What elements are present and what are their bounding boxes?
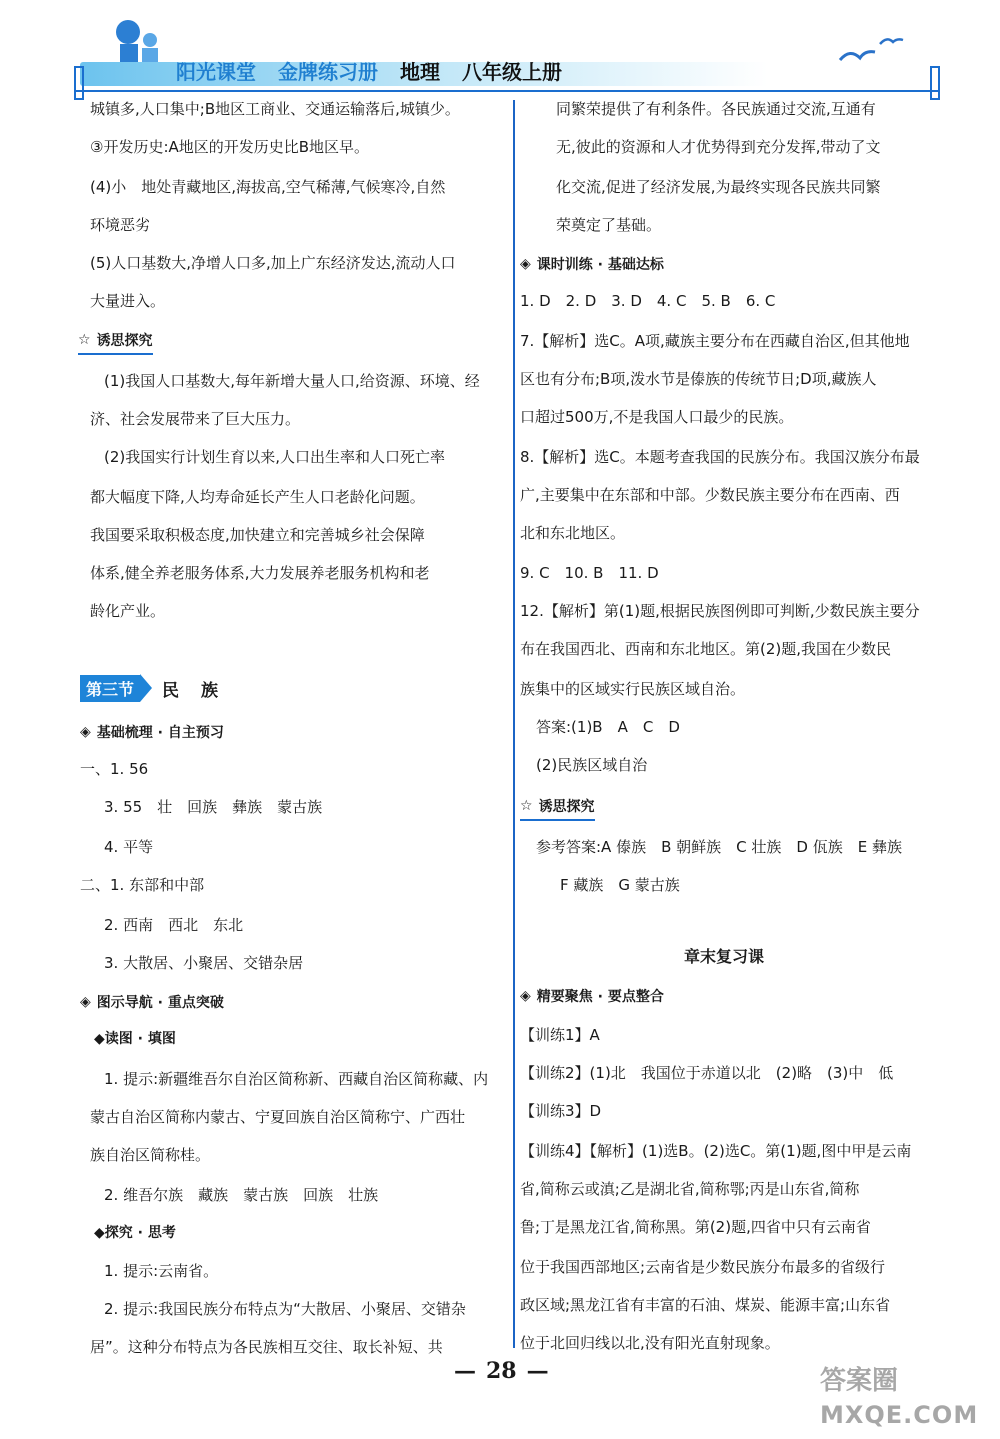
section-heading-explore-right: ☆ 诱思探究 [520, 796, 595, 816]
text-line: 答案:(1)B A C D [536, 718, 680, 736]
section-name: 民族 [162, 680, 241, 701]
text-line: 城镇多,人口集中;B地区工商业、交通运输落后,城镇少。 [90, 100, 460, 118]
text-line: 1. D 2. D 3. D 4. C 5. B 6. C [520, 292, 776, 310]
text-line: 1. 提示:新疆维吾尔自治区简称新、西藏自治区简称藏、内 [104, 1070, 489, 1088]
page-header [0, 0, 1000, 100]
text-line: 大量进入。 [90, 292, 166, 310]
text-line: 2. 西南 西北 东北 [104, 916, 244, 934]
star-icon: ☆ [520, 798, 533, 814]
text-line: 居”。这种分布特点为各民族相互交往、取长补短、共 [90, 1338, 443, 1356]
series-name: 金牌练习册 [278, 59, 378, 84]
header-rule [74, 90, 940, 92]
brand-name: 阳光课堂 [176, 59, 256, 84]
text-line: 二、1. 东部和中部 [80, 876, 205, 894]
text-line: 9. C 10. B 11. D [520, 564, 659, 582]
section-heading-basic: ◈ 基础梳理 · 自主预习 [80, 724, 224, 741]
text-line: 广,主要集中在东部和中部。少数民族主要分布在西南、西 [520, 486, 900, 504]
text-line: 3. 55 壮 回族 彝族 蒙古族 [104, 798, 323, 816]
text-line: 化交流,促进了经济发展,为最终实现各民族共同繁 [556, 178, 881, 196]
watermark [820, 1360, 978, 1429]
text-line: 族集中的区域实行民族区域自治。 [520, 680, 746, 698]
column-divider [513, 100, 515, 1348]
page-number: — 28 — [454, 1358, 549, 1384]
text-line: 位于北回归线以北,没有阳光直射现象。 [520, 1334, 780, 1352]
text-line: 参考答案:A 傣族 B 朝鲜族 C 壮族 D 佤族 E 彝族 [536, 838, 902, 856]
text-line: 8.【解析】选C。本题考查我国的民族分布。我国汉族分布最 [520, 448, 920, 466]
text-line: 同繁荣提供了有利条件。各民族通过交流,互通有 [556, 100, 876, 118]
text-line: 1. 提示:云南省。 [104, 1262, 219, 1280]
diamond-icon: ◈ [80, 724, 91, 740]
text-line: 环境恶劣 [90, 216, 151, 234]
text-line: 2. 维吾尔族 藏族 蒙古族 回族 壮族 [104, 1186, 379, 1204]
subheading-read: ◆读图 · 填图 [94, 1031, 176, 1047]
text-line: F 藏族 G 蒙古族 [560, 876, 680, 894]
text-line: 我国要采取积极态度,加快建立和完善城乡社会保障 [90, 526, 425, 544]
section-badge: 第三节 [80, 675, 140, 702]
text-line: 【训练2】(1)北 我国位于赤道以北 (2)略 (3)中 低 [520, 1064, 894, 1082]
watermark-url: MXQE.COM [820, 1401, 979, 1429]
text-line: 北和东北地区。 [520, 524, 626, 542]
text-line: 【训练4】【解析】(1)选B。(2)选C。第(1)题,图中甲是云南 [520, 1142, 912, 1160]
text-line: 区也有分布;B项,泼水节是傣族的传统节日;D项,藏族人 [520, 370, 877, 388]
text-line: 荣奠定了基础。 [556, 216, 662, 234]
subheading-think: ◆探究 · 思考 [94, 1225, 176, 1241]
section-heading-train: ◈ 课时训练 · 基础达标 [520, 256, 664, 273]
text-line: (2)我国实行计划生育以来,人口出生率和人口死亡率 [104, 448, 446, 466]
text-line: 布在我国西北、西南和东北地区。第(2)题,我国在少数民 [520, 640, 892, 658]
text-line: (5)人口基数大,净增人口多,加上广东经济发达,流动人口 [90, 254, 456, 272]
text-line: (4)小 地处青藏地区,海拔高,空气稀薄,气候寒冷,自然 [90, 178, 446, 196]
watermark-text: 答案圈 [820, 1366, 899, 1396]
text-line: (1)我国人口基数大,每年新增大量人口,给资源、环境、经 [104, 372, 480, 390]
text-line: ③开发历史:A地区的开发历史比B地区早。 [90, 138, 370, 156]
text-line: 7.【解析】选C。A项,藏族主要分布在西藏自治区,但其他地 [520, 332, 910, 350]
text-line: 龄化产业。 [90, 602, 166, 620]
text-line: 省,简称云或滇;乙是湖北省,简称鄂;丙是山东省,简称 [520, 1180, 860, 1198]
diamond-icon: ◈ [520, 256, 531, 272]
diamond-icon: ◈ [520, 988, 531, 1004]
text-line: (2)民族区域自治 [536, 756, 648, 774]
text-line: 12.【解析】第(1)题,根据民族图例即可判断,少数民族主要分 [520, 602, 920, 620]
text-line: 体系,健全养老服务体系,大力发展养老服务机构和老 [90, 564, 430, 582]
text-line: 口超过500万,不是我国人口最少的民族。 [520, 408, 794, 426]
grade-name: 八年级上册 [462, 59, 562, 84]
header-title-row [176, 54, 562, 86]
section-heading-key: ◈ 精要聚焦 · 要点整合 [520, 988, 664, 1005]
text-line: 族自治区简称桂。 [90, 1146, 211, 1164]
text-line: 【训练1】A [520, 1026, 600, 1044]
text-line: 济、社会发展带来了巨大压力。 [90, 410, 301, 428]
text-line: 位于我国西部地区;云南省是少数民族分布最多的省级行 [520, 1258, 886, 1276]
star-icon: ☆ [78, 332, 91, 348]
diamond-icon: ◈ [80, 994, 91, 1010]
text-line: 都大幅度下降,人均寿命延长产生人口老龄化问题。 [90, 488, 425, 506]
text-line: 2. 提示:我国民族分布特点为“大散居、小聚居、交错杂 [104, 1300, 466, 1318]
section-heading-guide: ◈ 图示导航 · 重点突破 [80, 994, 224, 1011]
text-line: 3. 大散居、小聚居、交错杂居 [104, 954, 304, 972]
text-line: 鲁;丁是黑龙江省,简称黑。第(2)题,四省中只有云南省 [520, 1218, 871, 1236]
header-rule-end-left [74, 66, 84, 100]
text-line: 一、1. 56 [80, 760, 149, 778]
text-line: 政区域;黑龙江省有丰富的石油、煤炭、能源丰富;山东省 [520, 1296, 891, 1314]
text-line: 【训练3】D [520, 1102, 602, 1120]
chapter-title: 章末复习课 [684, 947, 765, 966]
text-line: 无,彼此的资源和人才优势得到充分发挥,带动了文 [556, 138, 881, 156]
section-heading-explore: ☆ 诱思探究 [78, 330, 153, 350]
header-rule-end-right [930, 66, 940, 100]
subject-name: 地理 [400, 59, 440, 84]
text-line: 4. 平等 [104, 838, 154, 856]
birds-icon [835, 30, 905, 70]
text-line: 蒙古自治区简称内蒙古、宁夏回族自治区简称宁、广西壮 [90, 1108, 466, 1126]
section-title [80, 674, 240, 702]
arrow-icon [140, 674, 152, 702]
